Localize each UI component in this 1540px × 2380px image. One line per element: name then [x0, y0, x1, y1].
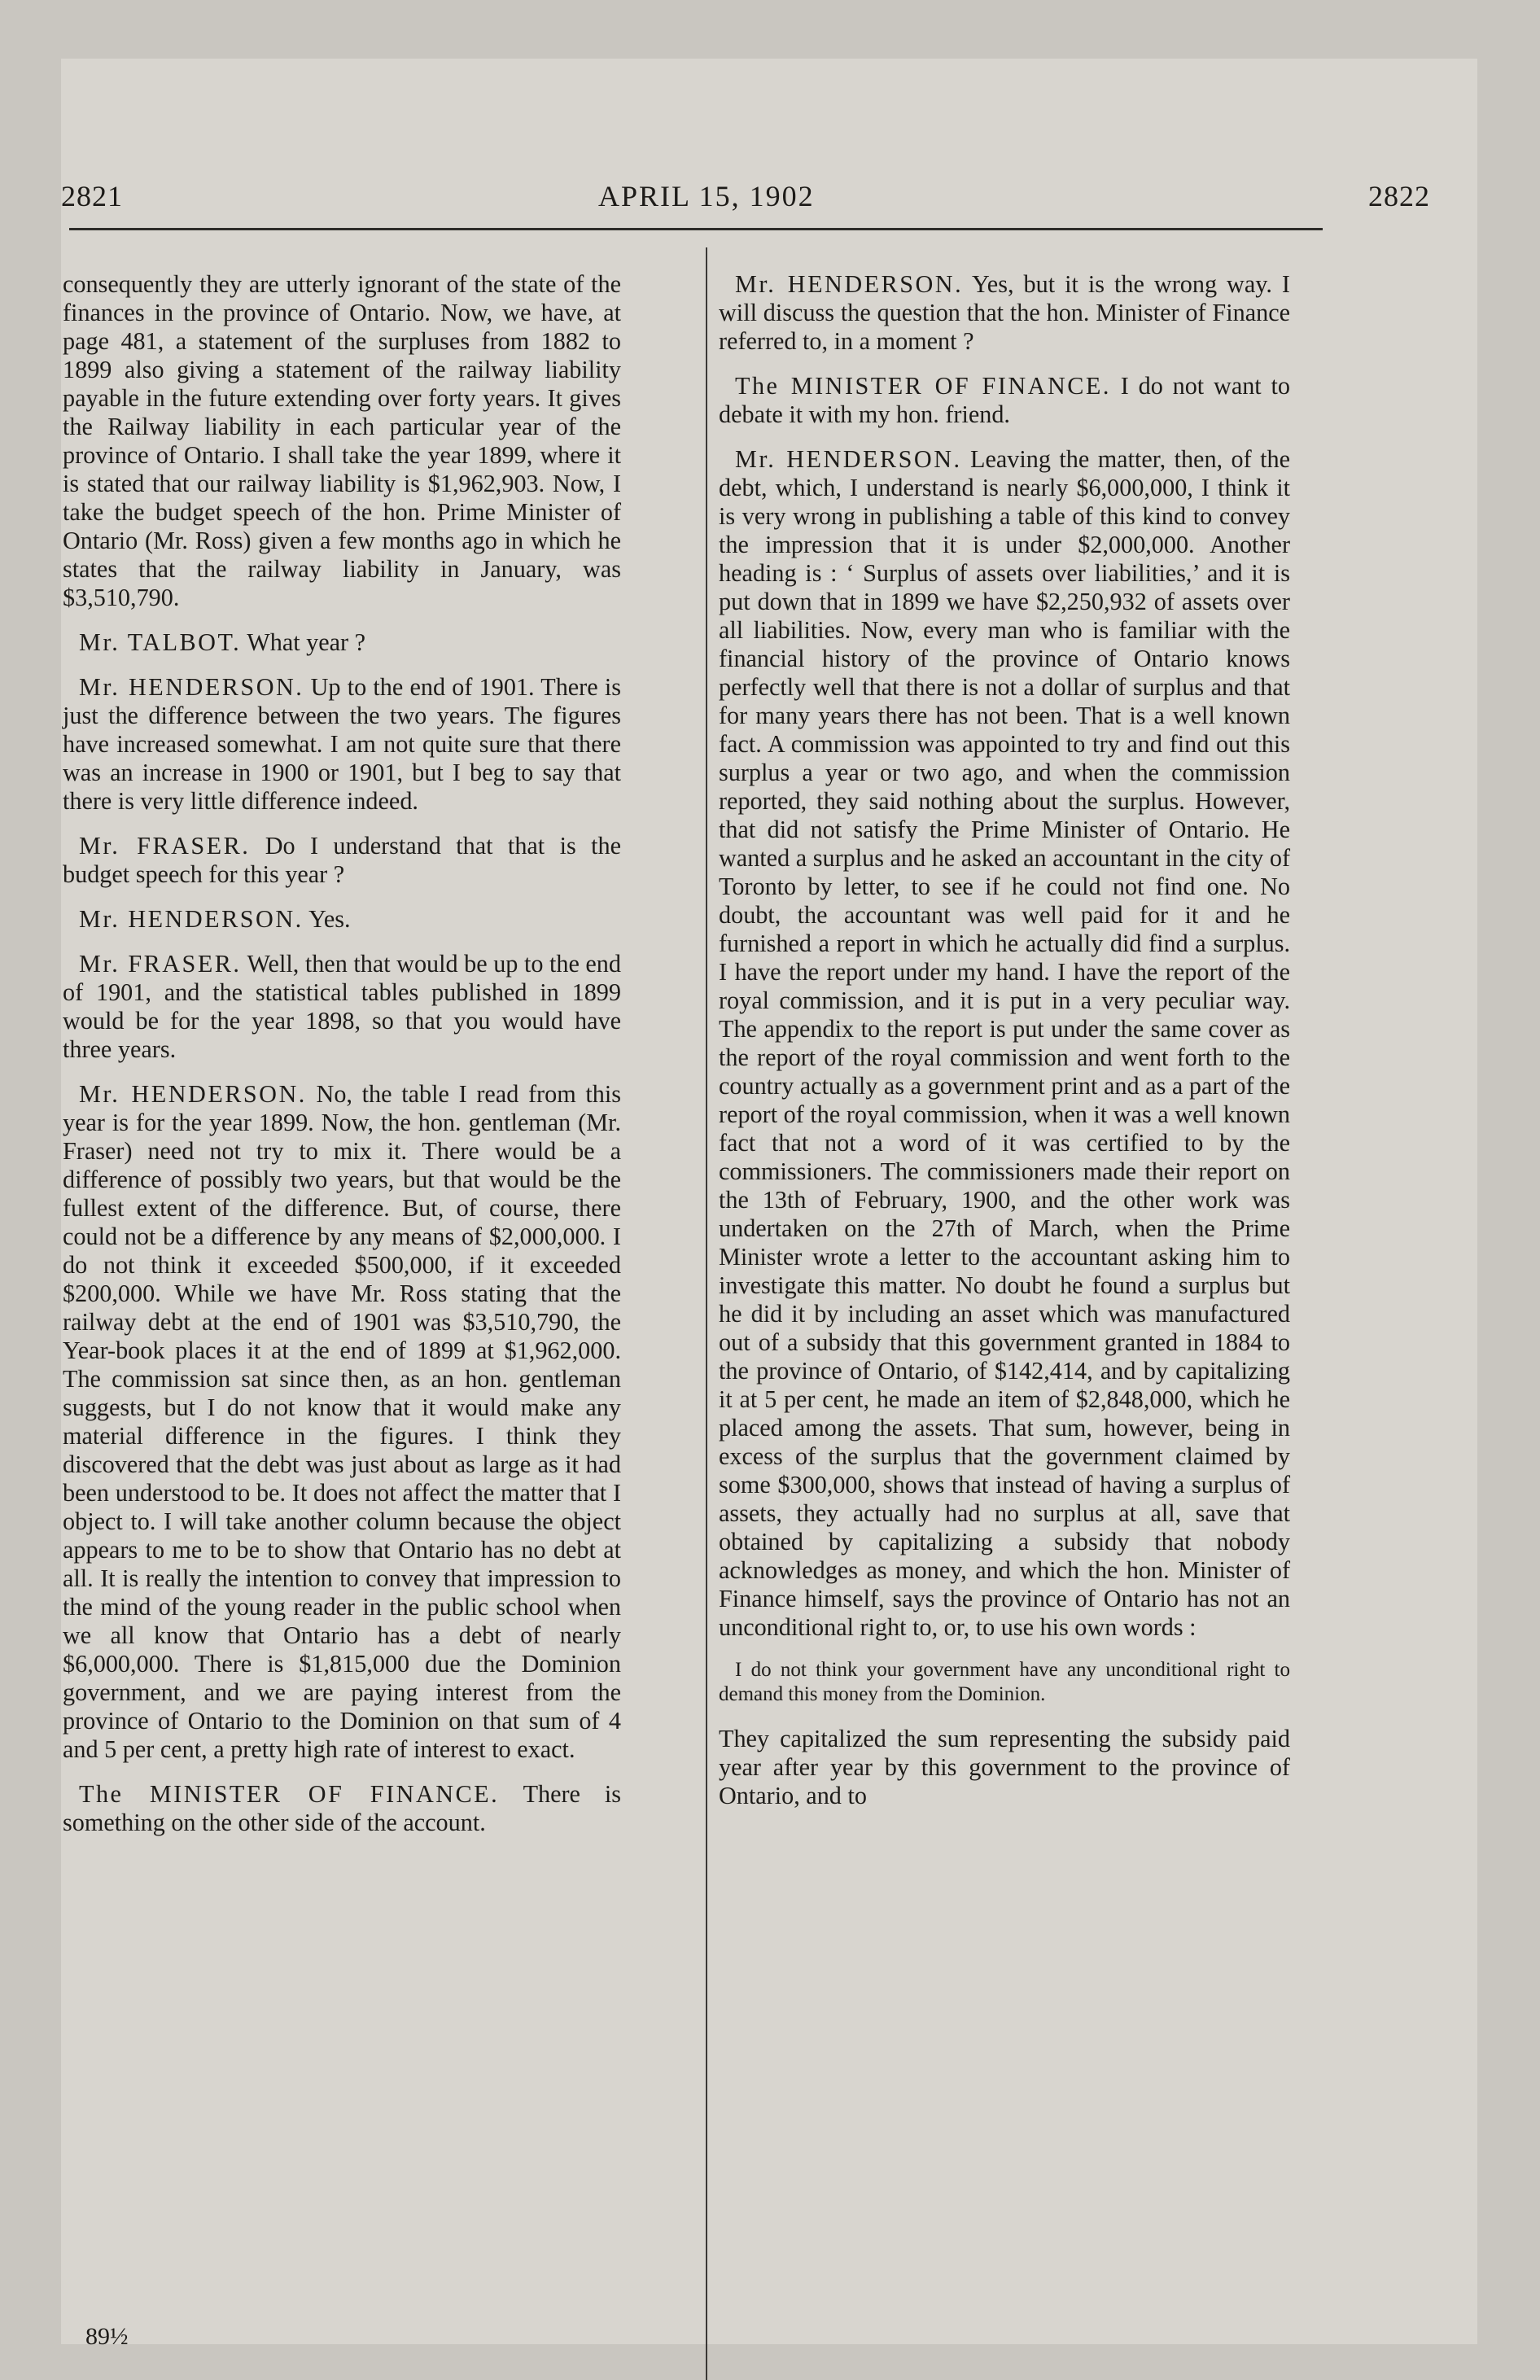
speaker-name: Mr. HENDERSON. — [79, 673, 304, 701]
speaker-name: Mr. HENDERSON. — [735, 445, 962, 473]
speech-paragraph: Mr. HENDERSON. Leaving the matter, then, of the debt, which, I understand is nearly $6,000,000, I think it is very wrong in publishing a table of this kind to convey the impression that it is under $2,000,000. Another heading is : ‘ Surplus of assets over liabilities,’ and it is put down that in 1899 we have $2,250,932 of assets over all liabilities. Now, every man who is familiar with the financial history of the province of Ontario knows perfectly well that there is not a dollar of surplus and that for many years there has not been. That is a well known fact. A commission was appointed to try and find out this surplus a year or two ago, and when the commission reported, they said nothing about the surplus. However, that did not satisfy the Prime Minister of Ontario. He wanted a surplus and he asked an accountant in the city of Toronto by letter, to see if he could not find one. No doubt, the accountant was well paid for it and he furnished a report in which he actually did find a surplus. I have the report under my hand. I have the report of the royal commission, and it is put in a very peculiar way. The appendix to the report is put under the same cover as the report of the royal commission and went forth to the country actually as a government print and as a part of the report of the royal commission, when it was a well known fact that not a word of it was certified to by the commissioners. The commissioners made their report on the 13th of February, 1900, and the other work was undertaken on the 27th of March, when the Prime Minister wrote a letter to the accountant asking him to investigate this matter. No doubt he found a surplus but he did it by including an asset which was manufactured out of a subsidy that this government granted in 1884 to the province of Ontario, of $142,414, and by capitalizing it at 5 per cent, he made an item of $2,848,000, which he placed among the assets. That sum, however, being in excess of the surplus that the government claimed by some $300,000, shows that instead of having a surplus of assets, they actually had no surplus at all, save that obtained by capitalizing a subsidy that nobody acknowledges as money, and which the hon. Minister of Finance himself, says the province of Ontario has not an unconditional right to, or, to use his own words : — [719, 445, 1291, 1641]
speech-paragraph: Mr. FRASER. Do I understand that that is the budget speech for this year ? — [63, 832, 621, 888]
page-date-header: APRIL 15, 1902 — [598, 180, 815, 212]
speaker-name: Mr. HENDERSON. — [735, 270, 964, 298]
speaker-name: Mr. FRASER. — [79, 950, 242, 978]
page-number-left: 2821 — [61, 180, 123, 212]
speech-paragraph: Mr. HENDERSON. Up to the end of 1901. There is just the difference between the two years. The figures have increased somewhat. I am not quite sure that there was an increase in 1900 or 1901, but I beg to say that there is very little difference indeed. — [63, 673, 621, 815]
speaker-name: Mr. HENDERSON. — [79, 905, 304, 933]
speaker-name: Mr. TALBOT. — [79, 628, 242, 656]
speech-paragraph: The MINISTER OF FINANCE. I do not want to debate it with my hon. friend. — [719, 372, 1290, 428]
column-divider — [706, 247, 707, 2380]
speaker-name: Mr. HENDERSON. — [79, 1080, 307, 1108]
right-column — [719, 270, 1290, 1827]
speech-paragraph: Mr. TALBOT. What year ? — [79, 628, 366, 656]
speech-paragraph: Mr. FRASER. Well, then that would be up to the end of 1901, and the statistical tables published in 1899 would be for the year 1898, so that you would have three years. — [63, 950, 621, 1063]
left-column — [63, 270, 621, 1853]
speaker-name: The MINISTER OF FINANCE. — [79, 1780, 500, 1808]
speech-paragraph: The MINISTER OF FINANCE. There is something on the other side of the account. — [63, 1780, 621, 1836]
paragraph: They capitalized the sum representing the subsidy paid year after year by this government to the province of Ontario, and to — [719, 1725, 1290, 1809]
document-page — [61, 59, 1477, 2350]
header-rule — [69, 228, 1323, 230]
speech-paragraph: Mr. HENDERSON. No, the table I read from this year is for the year 1899. Now, the hon. gentleman (Mr. Fraser) need not try to mix it. There would be a difference of possibly two years, but that would be the fullest extent of the difference. But, of course, there could not be a difference by any means of $2,000,000. I do not think it exceeded $500,000, if it exceeded $200,000. While we have Mr. Ross stating that the railway debt at the end of 1901 was $3,510,790, the Year-book places it at the end of 1899 at $1,962,000. The commission sat since then, as an hon. gentleman suggests, but I do not know that it would make any material difference in the figures. I think they discovered that the debt was just about as large as it had been understood to be. It does not affect the matter that I object to. I will take another column because the object appears to me to be to show that Ontario has no debt at all. It is really the intention to convey that impression to the mind of the young reader in the public school when we all know that Ontario has a debt of nearly $6,000,000. There is $1,815,000 due the Dominion government, and we are paying interest from the province of Ontario to the Dominion on that sum of 4 and 5 per cent, a pretty high rate of interest to exact. — [63, 1080, 621, 1763]
signature-mark: 89½ — [85, 2323, 129, 2350]
speaker-name: Mr. FRASER. — [79, 832, 251, 860]
block-quote: I do not think your government have any unconditional right to demand this money from the Dominion. — [719, 1659, 1290, 1705]
speech-paragraph: Mr. HENDERSON. Yes. — [79, 905, 351, 933]
paragraph: consequently they are utterly ignorant of the state of the finances in the province of Ontario. Now, we have, at page 481, a statement of the surpluses from 1882 to 1899 also giving a statement of the railway liability payable in the future extending over forty years. It gives the Railway liability in each particular year of the province of Ontario. I shall take the year 1899, where it is stated that our railway liability is $1,962,903. Now, I take the budget speech of the hon. Prime Minister of Ontario (Mr. Ross) given a few months ago in which he states that the railway liability in January, was $3,510,790. — [63, 270, 621, 611]
page-number-right: 2822 — [1368, 180, 1430, 212]
speech-paragraph: Mr. HENDERSON. Yes, but it is the wrong way. I will discuss the question that the hon. Minister of Finance referred to, in a moment ? — [719, 270, 1290, 355]
speaker-name: The MINISTER OF FINANCE. — [735, 372, 1111, 400]
